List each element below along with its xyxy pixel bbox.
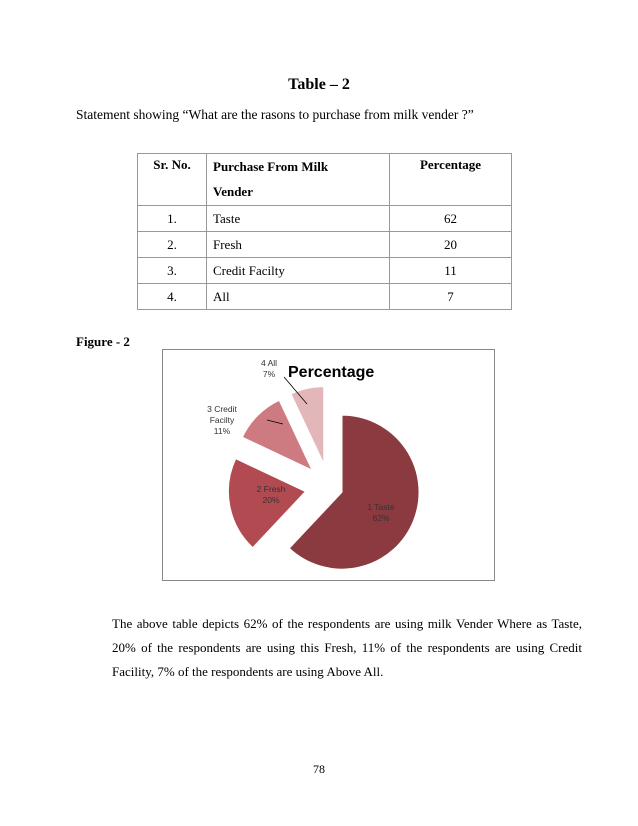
table-row: [138, 258, 512, 284]
table-header-row: [138, 154, 512, 206]
cell-pct: 7: [390, 284, 512, 310]
statement-text: Statement showing “What are the rasons to purchase from milk vender ?”: [76, 107, 474, 122]
pie-slice-label: 4 All: [260, 358, 278, 368]
pie-chart-svg: [163, 350, 494, 580]
table-title: Table – 2: [288, 76, 350, 93]
pie-slice-label: 11%: [213, 426, 231, 436]
data-table: [137, 153, 512, 310]
cell-reason: All: [207, 284, 390, 310]
cell-pct: 62: [390, 206, 512, 232]
pie-slice-label: 20%: [262, 495, 280, 505]
chart-title: Percentage: [288, 364, 375, 381]
header-purchase: [207, 154, 390, 206]
cell-pct: 20: [390, 232, 512, 258]
table-row: [138, 206, 512, 232]
pie-slice-label: 1 Taste: [367, 502, 395, 512]
description-paragraph: The above table depicts 62% of the respondents are using milk Vender Where as Taste, 20% of the respondents are using this Fresh, 11% of the respondents are using Credit Facility, 7% of the respondents are using Above All.: [112, 616, 582, 679]
pie-slice-label: Facilty: [209, 415, 235, 425]
table-row: [138, 284, 512, 310]
cell-pct: 11: [390, 258, 512, 284]
pie-slices: [228, 387, 419, 570]
header-sr-no: Sr. No.: [138, 154, 207, 206]
pie-slice-label: 3 Credit: [207, 404, 237, 414]
header-percentage: Percentage: [390, 154, 512, 206]
cell-reason: Credit Facilty: [207, 258, 390, 284]
pie-slice: [289, 415, 419, 569]
cell-sr: 4.: [138, 284, 207, 310]
cell-reason: Fresh: [207, 232, 390, 258]
cell-sr: 1.: [138, 206, 207, 232]
cell-reason: Taste: [207, 206, 390, 232]
table-row: [138, 232, 512, 258]
pie-chart: [162, 349, 495, 581]
figure-label: Figure - 2: [76, 334, 130, 349]
pie-slice-label: 7%: [262, 369, 276, 379]
page-number: 78: [313, 762, 325, 776]
pie-slice-label: 62%: [372, 513, 390, 523]
cell-sr: 2.: [138, 232, 207, 258]
cell-sr: 3.: [138, 258, 207, 284]
pie-slice-label: 2 Fresh: [256, 484, 286, 494]
header-purchase-line1: Purchase From Milk: [213, 159, 329, 174]
header-purchase-line2: Vender: [213, 184, 253, 199]
